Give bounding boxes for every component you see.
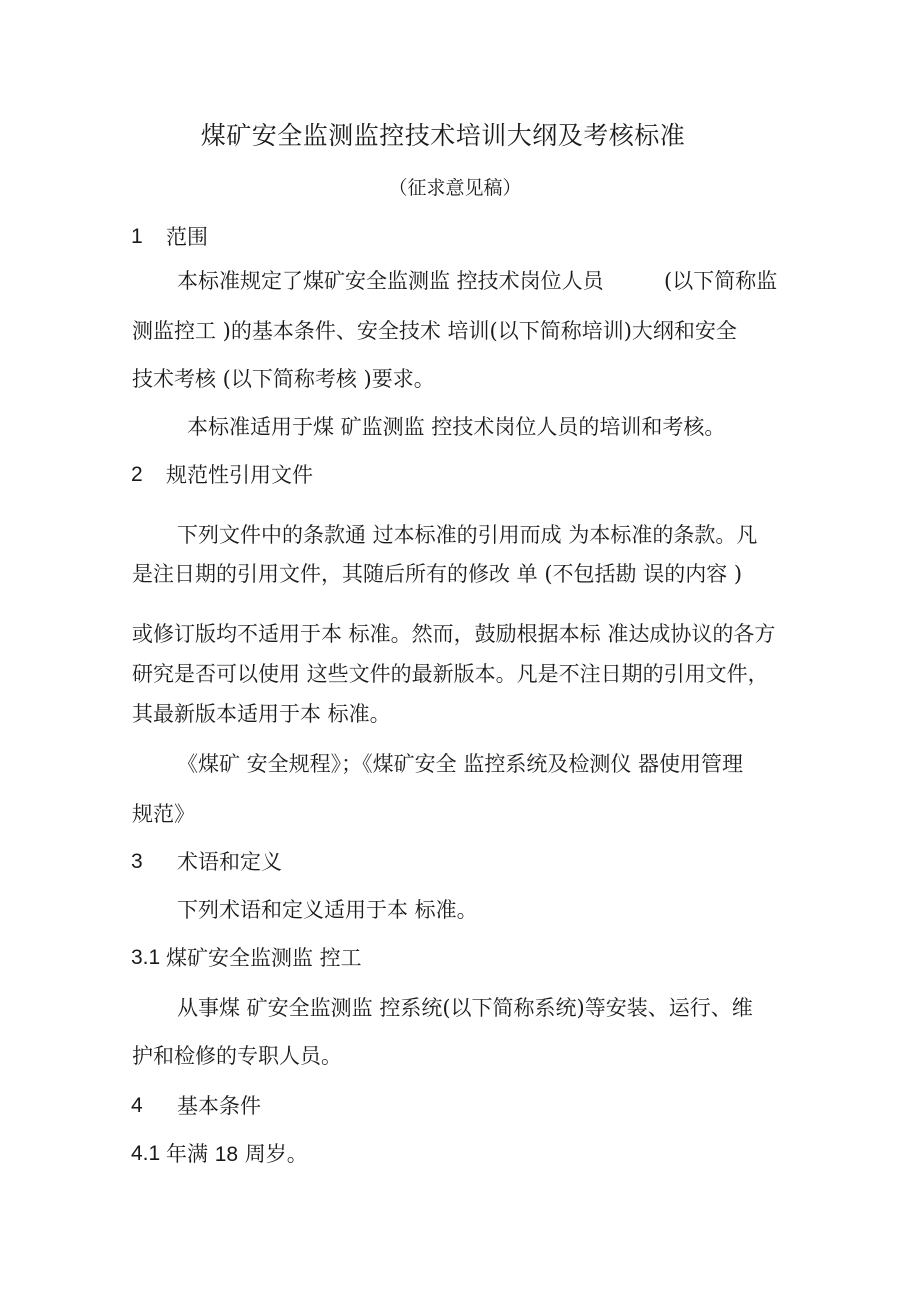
paragraph-references-line-2: 是注日期的引用文件，其随后所有的修改 单 (不包括勘 误的内容 ) bbox=[132, 562, 743, 586]
section-1-heading: 范围 bbox=[166, 225, 208, 249]
referenced-documents-line-1: 《煤矿 安全规程》；《煤矿安全 监控系统及检测仪 器使用管理 bbox=[177, 752, 744, 776]
subsection-4-1-number: 4.1 bbox=[131, 1142, 161, 1165]
subsection-4-1-text bbox=[166, 1141, 308, 1168]
paragraph-scope-line-1b: (以下简称监 bbox=[664, 269, 778, 293]
document-title: 煤矿安全监测监控技术培训大纲及考核标准 bbox=[200, 121, 686, 150]
subsection-3-1-number: 3.1 bbox=[131, 946, 161, 969]
paragraph-references-line-1: 下列文件中的条款通 过本标准的引用而成 为本标准的条款。凡 bbox=[177, 523, 758, 547]
section-3-number: 3 bbox=[131, 850, 143, 873]
paragraph-definition-line-2: 护和检修的专职人员。 bbox=[132, 1044, 342, 1068]
paragraph-scope-line-2: 测监控工 )的基本条件、安全技术 培训(以下简称培训)大纲和安全 bbox=[132, 319, 737, 343]
referenced-documents-line-2: 规范》 bbox=[132, 802, 195, 826]
section-3-heading: 术语和定义 bbox=[177, 850, 282, 874]
document-subtitle: （征求意见稿） bbox=[388, 177, 522, 199]
section-4-number: 4 bbox=[131, 1094, 143, 1117]
paragraph-references-line-5: 其最新版本适用于本 标准。 bbox=[132, 702, 391, 726]
subsection-4-1-age: 18 bbox=[214, 1143, 239, 1166]
subsection-3-1-heading: 煤矿安全监测监 控工 bbox=[166, 946, 362, 970]
paragraph-scope-line-3: 技术考核 (以下简称考核 )要求。 bbox=[132, 367, 435, 391]
paragraph-definition-line-1: 从事煤 矿安全监测监 控系统(以下简称系统)等安装、运行、维 bbox=[177, 996, 753, 1020]
paragraph-applicability: 本标准适用于煤 矿监测监 控技术岗位人员的培训和考核。 bbox=[187, 415, 726, 439]
paragraph-references-line-3: 或修订版均不适用于本 标准。然而，鼓励根据本标 准达成协议的各方 bbox=[132, 622, 776, 646]
subsection-4-1-text-b: 周岁。 bbox=[244, 1142, 308, 1166]
section-2-heading: 规范性引用文件 bbox=[166, 463, 313, 487]
subsection-4-1-text-a: 年满 bbox=[166, 1142, 208, 1166]
section-2-number: 2 bbox=[131, 463, 143, 486]
section-1-number: 1 bbox=[131, 225, 143, 248]
section-4-heading: 基本条件 bbox=[177, 1094, 261, 1118]
paragraph-scope-line-1a: 本标准规定了煤矿安全监测监 控技术岗位人员 bbox=[177, 269, 604, 293]
paragraph-terms: 下列术语和定义适用于本 标准。 bbox=[177, 898, 478, 922]
paragraph-references-line-4: 研究是否可以使用 这些文件的最新版本。凡是不注日期的引用文件， bbox=[132, 662, 769, 686]
